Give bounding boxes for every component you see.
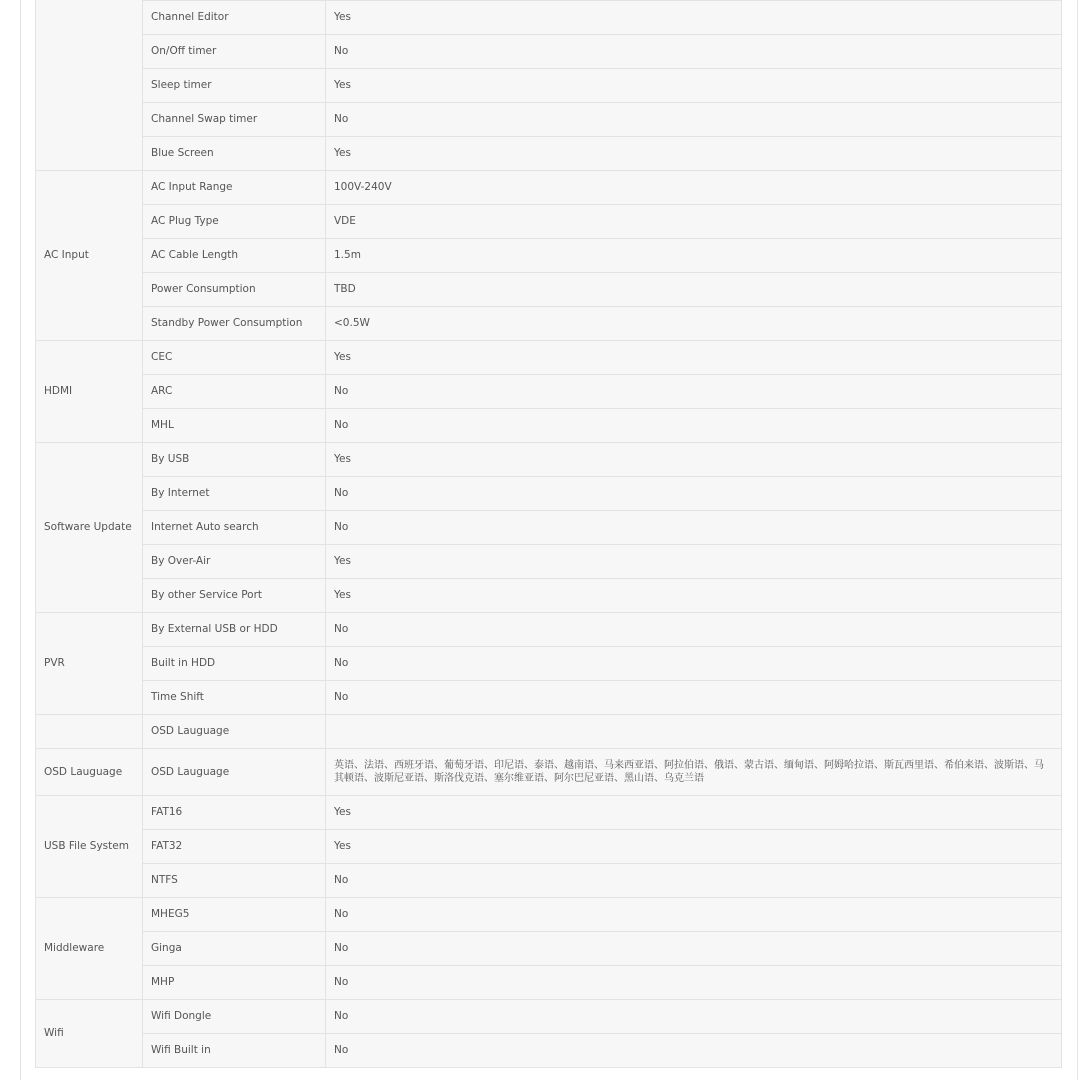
table-row xyxy=(36,545,1062,579)
value-cell: Yes xyxy=(326,69,1062,103)
category-cell xyxy=(36,0,143,171)
value-cell: 100V-240V xyxy=(326,171,1062,205)
feature-cell: AC Input Range xyxy=(143,171,326,205)
feature-cell: FAT32 xyxy=(143,830,326,864)
feature-cell: By Internet xyxy=(143,477,326,511)
table-row xyxy=(36,1000,1062,1034)
feature-cell: ARC xyxy=(143,375,326,409)
value-cell: VDE xyxy=(326,205,1062,239)
feature-cell: Channel Swap timer xyxy=(143,103,326,137)
feature-cell: Channel Editor xyxy=(143,1,326,35)
value-cell: No xyxy=(326,1034,1062,1068)
value-cell: 英语、法语、西班牙语、葡萄牙语、印尼语、泰语、越南语、马来西亚语、阿拉伯语、俄语、蒙古语、缅甸语、阿姆哈拉语、斯瓦西里语、希伯来语、波斯语、马其顿语、波斯尼亚语、斯洛伐克语、塞尔维亚语、阿尔巴尼亚语、黑山语、乌克兰语 xyxy=(326,749,1062,796)
table-row xyxy=(36,205,1062,239)
table-row xyxy=(36,375,1062,409)
value-cell: No xyxy=(326,898,1062,932)
table-row xyxy=(36,69,1062,103)
table-row xyxy=(36,341,1062,375)
table-row xyxy=(36,715,1062,749)
value-cell: No xyxy=(326,511,1062,545)
value-cell: No xyxy=(326,932,1062,966)
value-cell: No xyxy=(326,966,1062,1000)
spec-table xyxy=(35,0,1062,1068)
table-row xyxy=(36,443,1062,477)
table-row xyxy=(36,273,1062,307)
value-cell: <0.5W xyxy=(326,307,1062,341)
category-cell: USB File System xyxy=(36,796,143,898)
feature-cell: Blue Screen xyxy=(143,137,326,171)
feature-cell: Power Consumption xyxy=(143,273,326,307)
table-row xyxy=(36,932,1062,966)
spec-table-body xyxy=(36,0,1062,1068)
table-row xyxy=(36,171,1062,205)
table-row xyxy=(36,137,1062,171)
table-row xyxy=(36,409,1062,443)
table-row xyxy=(36,579,1062,613)
table-row xyxy=(36,1,1062,35)
value-cell: No xyxy=(326,1000,1062,1034)
feature-cell: OSD Lauguage xyxy=(143,715,326,749)
value-cell: Yes xyxy=(326,341,1062,375)
table-row xyxy=(36,898,1062,932)
table-row xyxy=(36,613,1062,647)
feature-cell: MHL xyxy=(143,409,326,443)
feature-cell: Ginga xyxy=(143,932,326,966)
feature-cell: Sleep timer xyxy=(143,69,326,103)
category-cell: Software Update xyxy=(36,443,143,613)
feature-cell: CEC xyxy=(143,341,326,375)
category-cell: HDMI xyxy=(36,341,143,443)
category-cell: PVR xyxy=(36,613,143,715)
feature-cell: FAT16 xyxy=(143,796,326,830)
page-border-right xyxy=(1077,0,1078,1080)
table-row xyxy=(36,966,1062,1000)
feature-cell: AC Plug Type xyxy=(143,205,326,239)
value-cell: No xyxy=(326,103,1062,137)
value-cell: No xyxy=(326,864,1062,898)
table-row xyxy=(36,647,1062,681)
table-row xyxy=(36,1034,1062,1068)
table-row xyxy=(36,477,1062,511)
feature-cell: By other Service Port xyxy=(143,579,326,613)
feature-cell: OSD Lauguage xyxy=(143,749,326,796)
table-row xyxy=(36,864,1062,898)
table-row xyxy=(36,511,1062,545)
category-cell: AC Input xyxy=(36,171,143,341)
value-cell: 1.5m xyxy=(326,239,1062,273)
feature-cell: Time Shift xyxy=(143,681,326,715)
value-cell: Yes xyxy=(326,830,1062,864)
category-cell: Middleware xyxy=(36,898,143,1000)
value-cell: Yes xyxy=(326,545,1062,579)
feature-cell: Built in HDD xyxy=(143,647,326,681)
table-row xyxy=(36,239,1062,273)
table-row xyxy=(36,749,1062,796)
category-cell: Wifi xyxy=(36,1000,143,1068)
feature-cell: MHP xyxy=(143,966,326,1000)
table-row xyxy=(36,796,1062,830)
value-cell: Yes xyxy=(326,1,1062,35)
table-row xyxy=(36,35,1062,69)
table-row xyxy=(36,307,1062,341)
page-border-left xyxy=(20,0,21,1080)
value-cell xyxy=(326,715,1062,749)
value-cell: TBD xyxy=(326,273,1062,307)
feature-cell: Wifi Dongle xyxy=(143,1000,326,1034)
feature-cell: NTFS xyxy=(143,864,326,898)
value-cell: Yes xyxy=(326,579,1062,613)
feature-cell: Wifi Built in xyxy=(143,1034,326,1068)
value-cell: Yes xyxy=(326,443,1062,477)
category-cell xyxy=(36,715,143,749)
table-row xyxy=(36,830,1062,864)
value-cell: No xyxy=(326,409,1062,443)
table-row xyxy=(36,103,1062,137)
feature-cell: Internet Auto search xyxy=(143,511,326,545)
value-cell: No xyxy=(326,477,1062,511)
feature-cell: By External USB or HDD xyxy=(143,613,326,647)
value-cell: No xyxy=(326,35,1062,69)
value-cell: No xyxy=(326,681,1062,715)
feature-cell: On/Off timer xyxy=(143,35,326,69)
feature-cell: By Over-Air xyxy=(143,545,326,579)
table-row xyxy=(36,681,1062,715)
value-cell: Yes xyxy=(326,137,1062,171)
feature-cell: AC Cable Length xyxy=(143,239,326,273)
value-cell: Yes xyxy=(326,796,1062,830)
value-cell: No xyxy=(326,613,1062,647)
value-cell: No xyxy=(326,375,1062,409)
feature-cell: By USB xyxy=(143,443,326,477)
value-cell: No xyxy=(326,647,1062,681)
feature-cell: Standby Power Consumption xyxy=(143,307,326,341)
feature-cell: MHEG5 xyxy=(143,898,326,932)
category-cell: OSD Lauguage xyxy=(36,749,143,796)
